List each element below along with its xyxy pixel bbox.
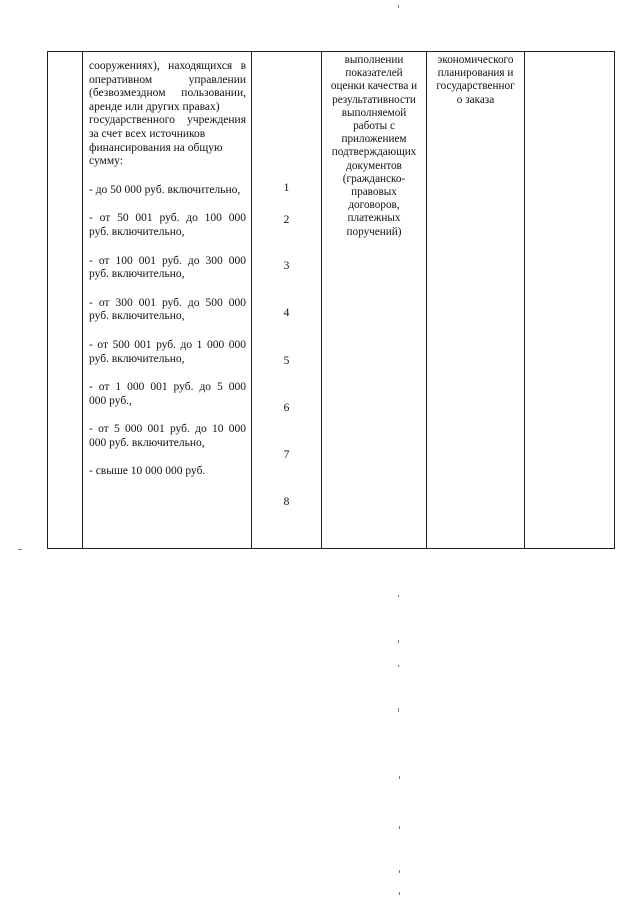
confirmation-line: оценки качества и (330, 80, 418, 93)
confirmation-line: выполняемой (341, 106, 407, 119)
range-item (89, 184, 246, 198)
notes-cell (525, 52, 615, 549)
scan-speck (399, 870, 400, 873)
range-item (89, 423, 246, 450)
confirmation-line: работы с (353, 120, 395, 133)
range-text: - от 1 000 001 руб. до 5 000 (89, 381, 246, 394)
scan-speck (399, 892, 400, 895)
confirmation-line: документов (346, 159, 402, 172)
range-text: руб. включительно, (89, 268, 185, 281)
range-text: руб. включительно, (89, 310, 185, 323)
range-text: 000 руб. включительно, (89, 436, 205, 449)
range-item (89, 339, 246, 366)
responsible-line: планирования и (437, 67, 514, 80)
scan-speck (398, 640, 399, 643)
range-text: руб. включительно, (89, 352, 185, 365)
range-text: 000 руб., (89, 394, 132, 407)
confirmation-line: выполнении (344, 54, 404, 66)
scan-speck (398, 5, 399, 8)
description-line: сумму: (89, 155, 123, 168)
description-line: (безвозмездном пользовании, (89, 87, 246, 100)
range-text: - от 50 001 руб. до 100 000 (89, 212, 246, 225)
description-line: сооружениях), находящихся в (89, 60, 246, 72)
range-text: - до 50 000 руб. включительно, (89, 183, 241, 196)
confirmation-line: платежных (347, 212, 401, 225)
responsible-line: экономического (437, 54, 514, 66)
confirmation-line: правовых (351, 186, 397, 199)
points-value: 3 (283, 260, 290, 272)
confirmation-line: приложением (341, 133, 407, 146)
responsible-line: о заказа (456, 93, 495, 106)
criteria-table (47, 51, 615, 549)
points-cell (252, 52, 322, 549)
range-text: - от 100 001 руб. до 300 000 (89, 254, 246, 267)
description-line: финансирования на общую (89, 141, 223, 154)
row-number-cell (48, 52, 83, 549)
points-value: 4 (283, 307, 290, 319)
description-line: оперативном управлении (89, 73, 246, 86)
range-text: - от 500 001 руб. до 1 000 000 (89, 338, 246, 351)
confirmation-line: поручений) (346, 225, 402, 238)
confirmation-line: договоров, (348, 199, 400, 212)
confirmation-line: результативности (332, 93, 416, 106)
confirmation-line: показателей (345, 67, 403, 80)
description-line: за счет всех источников (89, 127, 206, 140)
description-line: аренде или других правах) (89, 100, 220, 113)
confirmation-cell (322, 52, 427, 549)
range-text: - от 300 001 руб. до 500 000 (89, 296, 246, 309)
range-item (89, 381, 246, 408)
confirmation-line: (гражданско- (342, 172, 406, 185)
scan-speck (399, 776, 400, 779)
scan-speck (398, 665, 399, 667)
criterion-description-cell (83, 52, 252, 549)
range-item (89, 297, 246, 324)
range-text: - свыше 10 000 000 руб. (89, 465, 206, 478)
confirmation-line: подтверждающих (331, 146, 417, 159)
points-value: 8 (283, 496, 290, 508)
points-value: 1 (283, 182, 290, 194)
scan-mark (18, 549, 22, 550)
points-value: 2 (283, 214, 290, 226)
table-row (48, 52, 615, 549)
scan-speck (398, 708, 399, 712)
points-value: 5 (283, 355, 290, 367)
points-value: 6 (283, 402, 290, 414)
scan-speck (398, 595, 399, 597)
responsible-cell (427, 52, 525, 549)
scan-speck (399, 826, 400, 829)
responsible-line: государственног (436, 80, 515, 93)
range-item (89, 212, 246, 239)
range-text: руб. включительно, (89, 225, 185, 238)
description-line: государственного учреждения (89, 114, 246, 127)
range-item (89, 465, 246, 479)
range-item (89, 255, 246, 282)
points-value: 7 (283, 449, 290, 461)
range-text: - от 5 000 001 руб. до 10 000 (89, 423, 246, 436)
